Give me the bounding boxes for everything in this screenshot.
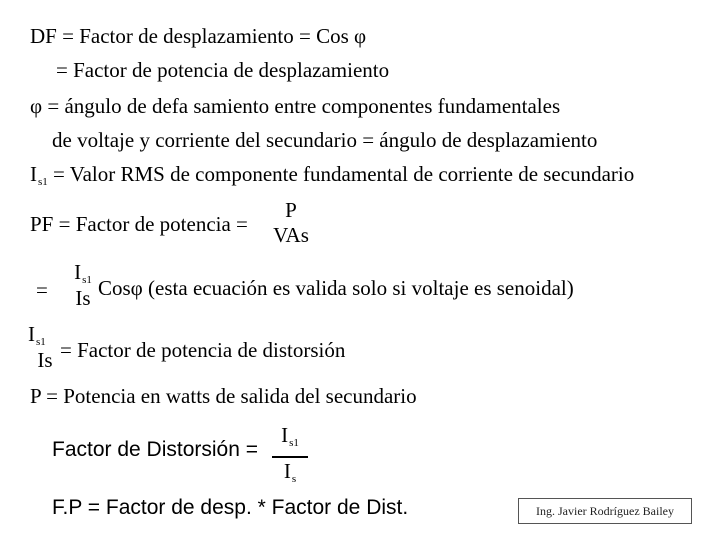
fp-product-formula: F.P = Factor de desp. * Factor de Dist. xyxy=(52,496,409,519)
df-definition-cont: = Factor de potencia de desplazamiento xyxy=(56,58,390,82)
pf-denominator: VAs xyxy=(273,223,309,247)
pf-definition-text: PF = Factor de potencia = xyxy=(30,212,248,236)
pf-fraction xyxy=(268,198,314,248)
distortion-ratio-numerator: $I_{s1}$ xyxy=(28,322,46,348)
distortion-ratio-denominator: Is xyxy=(37,348,53,372)
pf-current-denominator: Is xyxy=(75,286,91,310)
is1-symbol: I xyxy=(30,162,37,186)
pf-equals: = xyxy=(36,278,48,302)
phi-definition-cont: de voltaje y corriente del secundario = ángulo de desplazamiento xyxy=(52,128,598,152)
distortion-factor-definition: = Factor de potencia de distorsión xyxy=(60,338,346,362)
is1-text: = Valor RMS de componente fundamental de corriente de secundario xyxy=(47,162,635,186)
is1-subscript: s1 xyxy=(38,176,48,188)
df-definition: DF = Factor de desplazamiento = Cos φ xyxy=(30,24,367,48)
author-credit: Ing. Javier Rodríguez Bailey xyxy=(518,498,692,524)
distortion-factor-numerator: $I_{s1}$ xyxy=(281,423,299,449)
pf-cos-note: Cosφ (esta ecuación es valida solo si voltaje es senoidal) xyxy=(98,276,574,300)
distortion-ratio xyxy=(28,322,62,373)
is1-definition xyxy=(30,162,634,194)
distortion-factor-formula-text: Factor de Distorsión = xyxy=(52,438,259,461)
pf-current-fraction xyxy=(66,260,100,311)
distortion-factor-fraction xyxy=(272,422,308,492)
pf-current-numerator: $I_{s1}$ xyxy=(74,260,92,286)
power-definition: P = Potencia en watts de salida del secundario xyxy=(30,384,417,408)
pf-numerator: P xyxy=(285,198,297,222)
phi-definition: φ = ángulo de defa samiento entre componentes fundamentales xyxy=(30,94,561,118)
distortion-factor-denominator: $I_s$ xyxy=(283,458,297,485)
